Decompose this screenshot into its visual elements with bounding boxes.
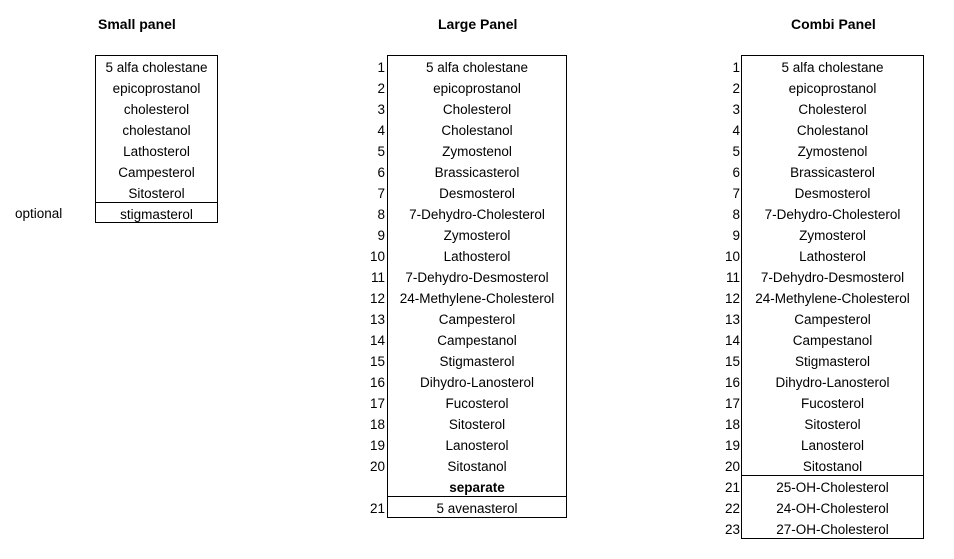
row-number: 18 <box>724 417 740 432</box>
row-number: 3 <box>377 102 385 117</box>
compound-name: Stigmasterol <box>794 354 871 369</box>
row-number: 14 <box>724 333 740 348</box>
combi-panel-title: Combi Panel <box>791 16 876 32</box>
compound-name: Campestanol <box>792 333 873 348</box>
oxysterol-name: 25-OH-Cholesterol <box>776 480 889 495</box>
row-number: 22 <box>724 501 740 516</box>
compound-name: Desmosterol <box>794 186 871 201</box>
row-number: 9 <box>377 228 385 243</box>
row-number: 17 <box>724 396 740 411</box>
compound-name: Lathosterol <box>443 249 511 264</box>
compound-name: Stigmasterol <box>439 354 515 369</box>
compound-name: Sitostanol <box>802 459 863 474</box>
compound-name: Dihydro-Lanosterol <box>775 375 890 390</box>
large-panel-title: Large Panel <box>438 16 518 32</box>
compound-name: 5 avenasterol <box>436 501 518 516</box>
compound-name: 7-Dehydro-Cholesterol <box>409 207 545 222</box>
row-number: 16 <box>369 375 385 390</box>
row-number: 9 <box>732 228 740 243</box>
compound-name: Sitosterol <box>804 417 861 432</box>
separate-label: separate <box>449 480 505 495</box>
row-number: 15 <box>369 354 385 369</box>
small-panel-item: epicoprostanol <box>112 81 201 96</box>
row-number: 11 <box>370 270 385 285</box>
row-number: 16 <box>724 375 740 390</box>
row-number: 6 <box>732 165 740 180</box>
row-number: 21 <box>724 480 740 495</box>
row-number: 14 <box>369 333 385 348</box>
compound-name: 24-Methylene-Cholesterol <box>755 291 910 306</box>
compound-name: 24-Methylene-Cholesterol <box>399 291 555 306</box>
row-number: 5 <box>377 144 385 159</box>
compound-name: Brassicasterol <box>434 165 520 180</box>
compound-name: 5 alfa cholestane <box>781 60 884 75</box>
oxysterol-name: 27-OH-Cholesterol <box>776 522 889 537</box>
compound-name: Zymostenol <box>797 144 868 159</box>
row-number: 12 <box>724 291 740 306</box>
row-number: 12 <box>369 291 385 306</box>
compound-name: Sitosterol <box>448 417 506 432</box>
row-number: 17 <box>369 396 385 411</box>
small-panel-item: cholesterol <box>123 102 190 117</box>
row-number: 2 <box>377 81 385 96</box>
row-number: 8 <box>377 207 385 222</box>
compound-name: 7-Dehydro-Desmosterol <box>760 270 905 285</box>
compound-name: Zymostenol <box>442 144 512 159</box>
row-number: 3 <box>732 102 740 117</box>
small-panel-item: cholestanol <box>122 123 191 138</box>
compound-name: Campesterol <box>438 312 516 327</box>
row-number: 11 <box>725 270 740 285</box>
small-panel-title: Small panel <box>98 16 176 32</box>
row-number: 8 <box>732 207 740 222</box>
row-number: 1 <box>732 60 740 75</box>
small-panel-item: 5 alfa cholestane <box>105 60 208 75</box>
row-number: 7 <box>377 186 385 201</box>
compound-name: Lanosterol <box>445 438 509 453</box>
row-number: 15 <box>724 354 740 369</box>
row-number: 4 <box>377 123 385 138</box>
row-number: 13 <box>369 312 385 327</box>
row-number: 10 <box>369 249 385 264</box>
compound-name: Desmosterol <box>439 186 515 201</box>
compound-name: Lanosterol <box>800 438 865 453</box>
oxysterol-name: 24-OH-Cholesterol <box>776 501 889 516</box>
row-number: 5 <box>732 144 740 159</box>
compound-name: epicoprostanol <box>433 81 521 96</box>
row-number: 20 <box>724 459 740 474</box>
row-number: 19 <box>369 438 385 453</box>
compound-name: Campestanol <box>437 333 517 348</box>
row-number: 21 <box>369 501 385 516</box>
row-number: 23 <box>724 522 740 537</box>
compound-name: Cholestanol <box>796 123 869 138</box>
compound-name: 7-Dehydro-Desmosterol <box>405 270 549 285</box>
row-number: 13 <box>724 312 740 327</box>
compound-name: Campesterol <box>794 312 871 327</box>
compound-name: Sitostanol <box>447 459 507 474</box>
compound-name: Zymosterol <box>799 228 866 243</box>
compound-name: 5 alfa cholestane <box>425 60 529 75</box>
compound-name: epicoprostanol <box>788 81 877 96</box>
row-number: 1 <box>377 60 385 75</box>
row-number: 2 <box>732 81 740 96</box>
row-number: 4 <box>732 123 740 138</box>
row-number: 7 <box>732 186 740 201</box>
compound-name: Cholesterol <box>442 102 512 117</box>
small-panel-item: stigmasterol <box>120 207 193 222</box>
small-panel-item: Lathosterol <box>123 144 190 159</box>
row-number: 19 <box>724 438 740 453</box>
small-panel-item: Sitosterol <box>128 186 185 201</box>
row-number: 10 <box>724 249 740 264</box>
compound-name: Brassicasterol <box>790 165 875 180</box>
compound-name: Dihydro-Lanosterol <box>419 375 535 390</box>
compound-name: Cholestanol <box>441 123 513 138</box>
row-number: 6 <box>377 165 385 180</box>
row-number: 20 <box>369 459 385 474</box>
compound-name: Fucosterol <box>800 396 865 411</box>
small-panel-item: Campesterol <box>118 165 195 180</box>
compound-name: 7-Dehydro-Cholesterol <box>764 207 901 222</box>
optional-label: optional <box>15 206 63 221</box>
compound-name: Lathosterol <box>799 249 866 264</box>
compound-name: Fucosterol <box>445 396 509 411</box>
compound-name: Zymosterol <box>443 228 511 243</box>
row-number: 18 <box>369 417 385 432</box>
compound-name: Cholesterol <box>798 102 867 117</box>
